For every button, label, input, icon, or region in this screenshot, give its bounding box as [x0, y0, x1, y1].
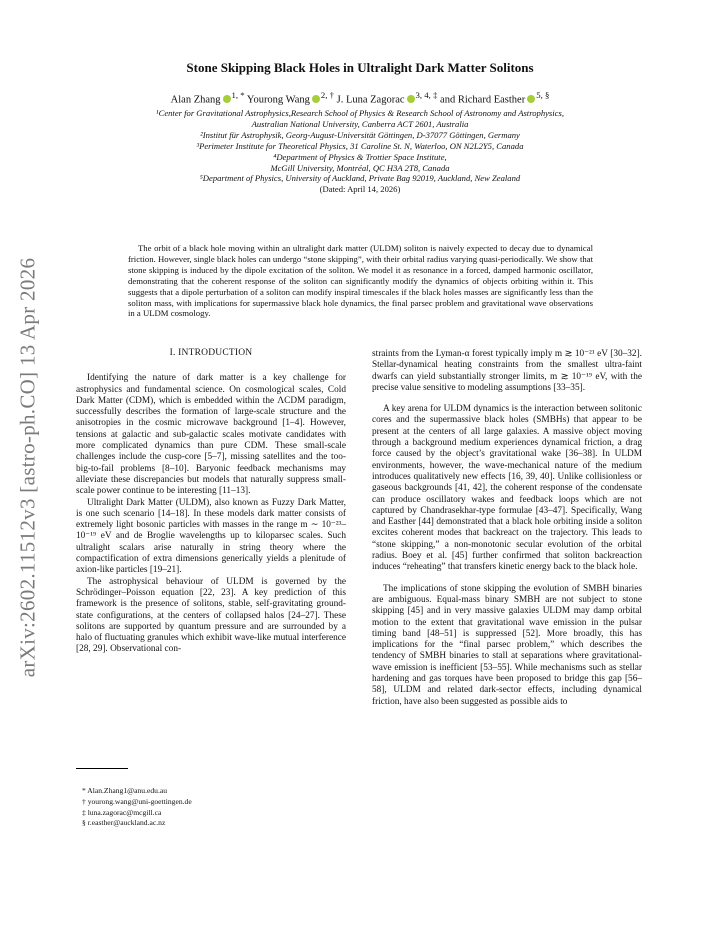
footnote-rule	[76, 768, 128, 769]
orcid-icon[interactable]	[312, 95, 320, 103]
author-list	[60, 90, 660, 106]
author-marker: 3, 4, ‡	[415, 90, 438, 100]
paragraph: The implications of stone skipping the evolution of SMBH binaries are ambiguous. Equal-mass binary SMBH are not subject to stone skipping [45] and in very massive galaxies ULDM may damp orbital motion to the extent that gravitational wave emission in the pulsar timing band [48–51] is suppressed [52]. More broadly, this has implications for the “final parsec problem,” which describes the tendency of SMBH binaries to stall at separations where gravitational-wave emission is inefficient [53–55]. While mechanisms such as stellar hardening and gas torques have been proposed to bridge this gap [56–58], ULDM and related dark-sector effects, including dynamical friction, have also been suggested as possible aids to	[372, 583, 642, 707]
affiliation-line: ⁴Department of Physics & Trottier Space Institute,	[273, 151, 447, 162]
paper-title: Stone Skipping Black Holes in Ultralight Dark Matter Solitons	[186, 60, 534, 75]
paragraph: A key arena for ULDM dynamics is the interaction between solitonic cores and the supermassive black holes (SMBHs) that appear to be present at the centers of all large galaxies. A massive object moving through a background medium experiences dynamical friction, a drag force caused by the object’s gravitational wake [36–38]. In ULDM environments, however, the wave-mechanical nature of the medium introduces qualitatively new effects [16, 39, 40]. Unlike collisionless or gaseous backgrounds [41, 42], the coherent response of the condensate can produce oscillatory wakes and feedback loops which are not captured by Chandrasekhar-type formulae [43–47]. Specifically, Wang and Easther [44] demonstrated that a black hole orbiting inside a soliton excites coherent modes that backreact on the trajectory. This leads to “stone skipping,” a non-monotonic secular evolution of the orbital radius. Boey et al. [45] further confirmed that soliton backreaction induces “reheating” that transfers kinetic energy back to the black hole.	[372, 404, 642, 573]
footnote-email[interactable]: ‡ luna.zagorac@mcgill.ca	[82, 807, 162, 817]
footnotes	[76, 786, 346, 829]
author-name: Alan Zhang	[170, 94, 221, 106]
right-column	[372, 349, 642, 708]
paragraph: straints from the Lyman-α forest typically imply m ≳ 10⁻²¹ eV [30–32]. Stellar-dynamical heating constraints from the smallest ultra-faint dwarfs can yield substantially stronger limits, m ≳ 10⁻¹⁹ eV, with the precise value sensitive to modeling assumptions [33–35].	[372, 349, 642, 393]
author-name: Richard Easther	[457, 94, 526, 106]
affiliation-line: ⁵Department of Physics, University of Auckland, Private Bag 92019, Auckland, New Zealand	[199, 173, 521, 184]
paragraph: Ultralight Dark Matter (ULDM), also known as Fuzzy Dark Matter, is one such scenario [14–18]. In these models dark matter consists of extremely light bosonic particles with masses in the range m ∼ 10⁻²³–10⁻¹⁹ eV and de Broglie wavelengths up to kiloparsec scales. Such ultralight scalars arise naturally in string theory where the compactification of extra dimensions generically yields a plenitude of axion-like particles [19–21].	[76, 497, 346, 576]
affiliation-line: McGill University, Montréal, QC H3A 2T8, Canada	[270, 162, 450, 173]
affiliations	[70, 108, 650, 195]
orcid-icon[interactable]	[223, 95, 231, 103]
affiliation-line: ³Perimeter Institute for Theoretical Physics, 31 Caroline St. N, Waterloo, ON N2L2Y5, Canada	[196, 140, 524, 151]
affiliation-line: ²Institut für Astrophysik, Georg-August-Universität Göttingen, D-37077 Göttingen, Germany	[200, 129, 520, 140]
paragraph: Identifying the nature of dark matter is a key challenge for astrophysics and fundamental science. On cosmological scales, Cold Dark Matter (CDM), which is embedded within the ΛCDM paradigm, successfully describes the formation of large-scale structure and the anisotropies in the cosmic microwave background [1–4]. However, tensions at galactic and sub-galactic scales motivate candidates with more complicated dynamics than pure CDM. These small-scale challenges include the cusp-core [5–7], missing satellites and the too-big-to-fail problems [8–10]. Baryonic feedback mechanisms may alleviate these discrepancies but models that naturally suppress small-scale power continue to be interesting [11–13].	[76, 373, 346, 497]
affiliation-line: ¹Center for Gravitational Astrophysics,Research School of Physics & Research School of Astronomy and Astrophysics,	[156, 108, 564, 118]
footnote-email[interactable]: † yourong.wang@uni-goettingen.de	[82, 796, 192, 806]
left-column	[76, 343, 346, 656]
orcid-icon[interactable]	[407, 95, 415, 103]
orcid-icon[interactable]	[527, 95, 535, 103]
paragraph: The astrophysical behaviour of ULDM is governed by the Schrödinger–Poisson equation [22, 23]. A key prediction of this framework is the presence of solitons, stable, self-gravitating ground-state configurations, at the centers of collapsed halos [24–27]. These solitons are supported by quantum pressure and are surrounded by a halo of fluctuating granules which exhibit wave-like mutual interference [28, 29]. Observational con-	[76, 576, 346, 655]
affiliation-line: Australian National University, Canberra ACT 2601, Australia	[251, 118, 469, 129]
author-marker: 1, *	[231, 90, 245, 100]
arxiv-stamp	[8, 250, 48, 690]
abstract: The orbit of a black hole moving within an ultralight dark matter (ULDM) soliton is naively expected to decay due to dynamical friction. However, single black holes can undergo “stone skipping”, with their orbital radius varying quasi-periodically. We show that stone skipping is induced by the dipole excitation of the soliton. We model it as resonance in a forced, damped harmonic oscillator, demonstrating that the coherent response of the soliton can significantly modify the dynamics of objects orbiting within it. This suggests that a dipole perturbation of a soliton can modify inspiral timescales if the black holes masses are significantly less than the soliton mass, with implications for supermassive black hole dynamics, the final parsec problem and gravitational wave observations in a ULDM cosmology.	[128, 243, 593, 319]
author-conjunction: and	[440, 94, 456, 106]
author-marker: 5, §	[536, 90, 550, 100]
footnote-email[interactable]: § r.easther@auckland.ac.nz	[82, 818, 166, 828]
author-marker: 2, †	[320, 90, 334, 100]
footnote-email[interactable]: * Alan.Zhang1@anu.edu.au	[82, 786, 168, 795]
date-line: (Dated: April 14, 2026)	[319, 184, 401, 195]
section-heading: I. INTRODUCTION	[169, 348, 253, 358]
author-name: Yourong Wang	[246, 94, 310, 106]
arxiv-identifier[interactable]: arXiv:2602.11512v3 [astro-ph.CO] 13 Apr 2026	[15, 257, 40, 678]
author-name: J. Luna Zagorac	[336, 94, 405, 106]
